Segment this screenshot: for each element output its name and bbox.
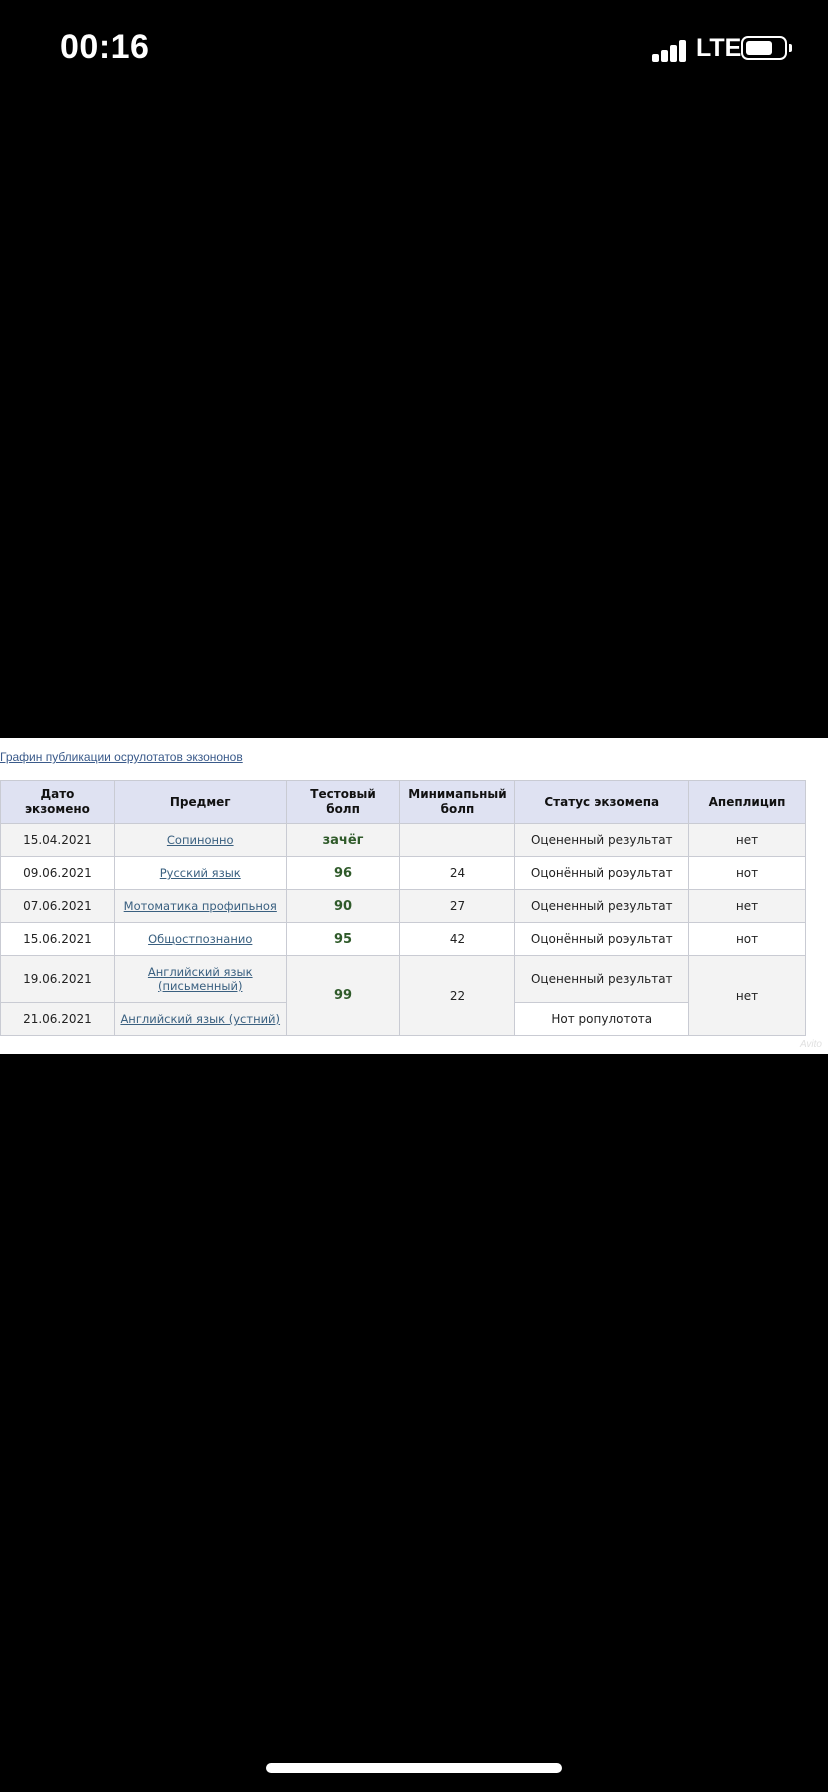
exam-status: Оцененный результат xyxy=(515,824,689,857)
clock: 00:16 xyxy=(60,28,150,66)
subject-link[interactable]: Русский язык xyxy=(159,866,241,880)
appeal-status: нет xyxy=(689,956,806,1036)
signal-icon xyxy=(652,38,688,62)
status-bar xyxy=(0,0,828,100)
header-date[interactable]: Дато экзомено xyxy=(1,781,115,824)
results-schedule-link[interactable]: Графин публикации осрулотатов экзононов xyxy=(0,750,243,764)
table-row xyxy=(1,890,806,923)
min-score: 24 xyxy=(400,857,515,890)
subject-link[interactable]: Общостпознанио xyxy=(148,932,253,946)
table-row xyxy=(1,956,806,1003)
appeal-status: нот xyxy=(689,857,806,890)
battery-icon xyxy=(741,36,787,60)
subject-link[interactable]: Английский язык (устний) xyxy=(120,1012,281,1026)
exam-date: 21.06.2021 xyxy=(1,1003,115,1036)
test-score: 99 xyxy=(286,956,400,1036)
subject-link[interactable]: Английский язык (письменный) xyxy=(147,965,253,993)
header-min-score[interactable]: Минимапьный болп xyxy=(400,781,515,824)
min-score: 27 xyxy=(400,890,515,923)
screenshot-document xyxy=(0,738,828,1054)
test-score: 95 xyxy=(286,923,400,956)
subject-cell xyxy=(114,857,286,890)
exam-status: Оцененный результат xyxy=(515,890,689,923)
subject-link[interactable]: Мотоматика профипьноя xyxy=(123,899,277,913)
battery-tip xyxy=(789,44,792,52)
subject-cell xyxy=(114,923,286,956)
appeal-status: нот xyxy=(689,923,806,956)
header-appeal[interactable]: Апеплицип xyxy=(689,781,806,824)
exam-status: Оцененный результат xyxy=(515,956,689,1003)
exam-results-table xyxy=(0,780,806,1036)
exam-status: Оцонённый роэультат xyxy=(515,857,689,890)
test-score: зачёг xyxy=(286,824,400,857)
subject-cell xyxy=(114,824,286,857)
table-row xyxy=(1,824,806,857)
exam-date: 15.04.2021 xyxy=(1,824,115,857)
header-status[interactable]: Статус экзомепа xyxy=(515,781,689,824)
subject-cell xyxy=(114,890,286,923)
test-score: 96 xyxy=(286,857,400,890)
exam-date: 15.06.2021 xyxy=(1,923,115,956)
test-score: 90 xyxy=(286,890,400,923)
table-row xyxy=(1,857,806,890)
subject-link[interactable]: Сопинонно xyxy=(166,833,234,847)
subject-cell xyxy=(114,1003,286,1036)
network-type: LTE xyxy=(696,34,742,62)
min-score: 22 xyxy=(400,956,515,1036)
table-row xyxy=(1,923,806,956)
exam-status: Нот ропулотота xyxy=(515,1003,689,1036)
watermark: Avito xyxy=(799,1039,822,1050)
exam-status: Оцонённый роэультат xyxy=(515,923,689,956)
home-indicator[interactable] xyxy=(266,1763,562,1773)
subject-cell xyxy=(114,956,286,1003)
exam-date: 19.06.2021 xyxy=(1,956,115,1003)
table-header-row xyxy=(1,781,806,824)
exam-date: 09.06.2021 xyxy=(1,857,115,890)
min-score xyxy=(400,824,515,857)
appeal-status: нет xyxy=(689,890,806,923)
header-subject[interactable]: Предмег xyxy=(114,781,286,824)
min-score: 42 xyxy=(400,923,515,956)
header-score[interactable]: Тестовый болп xyxy=(286,781,400,824)
appeal-status: нет xyxy=(689,824,806,857)
exam-date: 07.06.2021 xyxy=(1,890,115,923)
